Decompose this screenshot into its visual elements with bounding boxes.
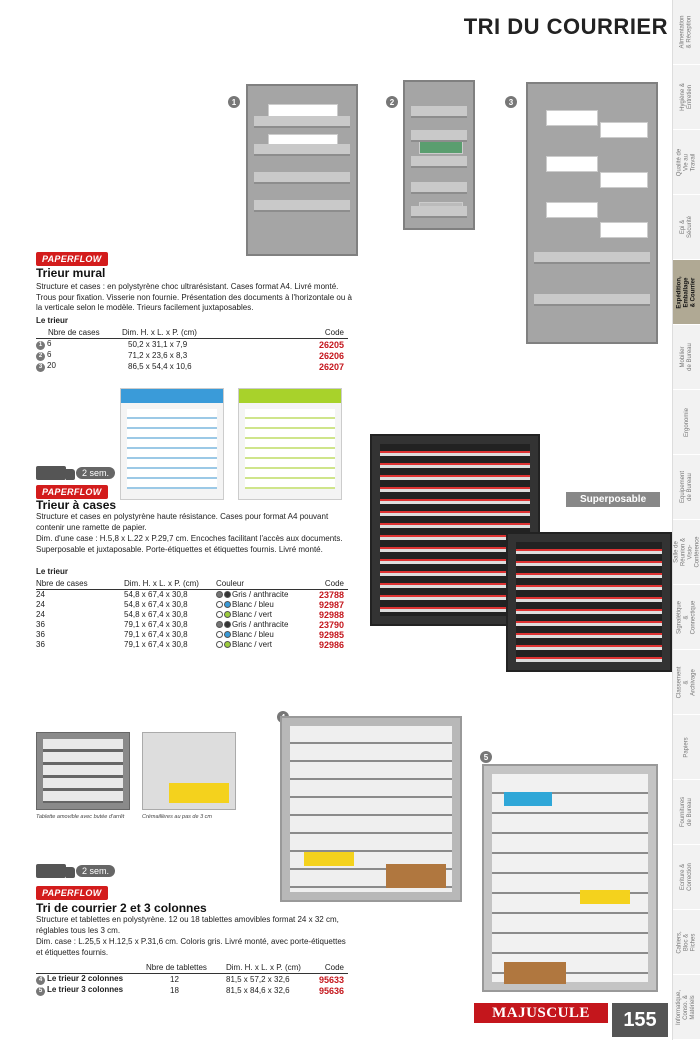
model-cell — [36, 985, 146, 996]
color-name: Gris / anthracite — [232, 590, 289, 599]
chapter-tab-label: Ergonomie — [683, 407, 690, 437]
chapter-tab-label: Hygiène & Entretien — [680, 83, 693, 111]
chapter-tab-label: Classement & Archivage — [676, 666, 697, 698]
mail-sorter-2-columns-image — [280, 716, 462, 902]
cases-cell: 36 — [36, 630, 45, 639]
color-cell — [216, 620, 312, 630]
table-row — [36, 640, 348, 650]
chapter-tab-label: Papiers — [683, 736, 690, 758]
sorter-white-blue-image — [120, 388, 224, 500]
chapter-tabs — [672, 0, 700, 1040]
truck-icon — [36, 864, 66, 878]
delivery-label: 2 sem. — [76, 865, 115, 877]
product-title: Tri de courrier 2 et 3 colonnes — [36, 901, 207, 915]
chapter-tab-label: Expédition, Emballage & Courrier — [676, 275, 697, 309]
col-header: Code — [312, 578, 348, 590]
dimensions-cell: 54,8 x 67,4 x 30,8 — [124, 610, 188, 619]
cases-value: 6 — [47, 350, 52, 359]
col-header: Dim. H. x L. x P. (cm) — [122, 327, 287, 339]
table-row — [36, 985, 348, 996]
dimensions-cell: 54,8 x 67,4 x 30,8 — [124, 590, 188, 599]
spec-table-mail-sorter — [36, 962, 348, 996]
chapter-tab[interactable] — [673, 910, 700, 975]
dimensions-cell: 81,5 x 57,2 x 32,6 — [226, 974, 290, 984]
row-badge: 4 — [36, 976, 45, 985]
product-badge: 5 — [480, 751, 492, 763]
chapter-tab-label: Cahiers, Bloc & Fiches — [676, 930, 697, 954]
model-name: Le trieur 3 colonnes — [47, 985, 124, 994]
delivery-label: 2 sem. — [76, 467, 115, 479]
paperflow-logo: PAPERFLOW — [36, 886, 108, 900]
image-caption: Crémaillères au pas de 3 cm — [142, 814, 213, 820]
chapter-tab[interactable] — [673, 65, 700, 130]
dimensions-cell: 86,5 x 54,4 x 10,6 — [128, 361, 192, 371]
product-code: 92987 — [318, 600, 344, 610]
chapter-tab-label: Salle de Réunion & Visio-Conférence — [673, 536, 700, 568]
color-name: Blanc / bleu — [232, 600, 274, 609]
row-badge: 5 — [36, 987, 45, 996]
table-row — [36, 339, 348, 351]
color-swatch-icon — [216, 621, 223, 628]
product-code: 26205 — [318, 339, 344, 350]
color-name: Blanc / vert — [232, 640, 273, 649]
wall-sorter-20-image — [526, 82, 658, 344]
product-code: 26206 — [318, 350, 344, 361]
chapter-tab[interactable] — [673, 715, 700, 780]
cases-cell: 24 — [36, 590, 45, 599]
color-swatch-icon — [216, 631, 223, 638]
spec-table-case-sorter — [36, 578, 348, 650]
col-header: Nbre de cases — [36, 578, 124, 590]
product-badge: 1 — [228, 96, 240, 108]
superposable-label: Superposable — [566, 492, 660, 507]
model-cell — [36, 974, 146, 986]
chapter-tab[interactable] — [673, 195, 700, 260]
chapter-tab[interactable] — [673, 520, 700, 585]
color-cell — [216, 590, 312, 601]
product-code: 92985 — [318, 630, 344, 640]
table-subheading: Le trieur — [36, 567, 69, 576]
product-description: Structure et tablettes en polystyrène. 12 ou 18 tablettes amovibles format 24 x 32 cm, réglables tous les 3 cm. — [36, 915, 339, 935]
chapter-tab-label: Equipement de Bureau — [680, 470, 693, 504]
col-header: Code — [315, 962, 348, 974]
cases-cell — [36, 361, 122, 372]
color-swatch-icon — [224, 601, 231, 608]
dimensions-cell: 79,1 x 67,4 x 30,8 — [124, 640, 188, 649]
product-code: 92986 — [318, 640, 344, 650]
col-header: Dim. H. x L. x P. (cm) — [226, 962, 315, 974]
removable-shelf-detail-image — [36, 732, 130, 810]
product-title: Trieur à cases — [36, 498, 117, 512]
shelves-cell: 12 — [170, 974, 179, 984]
chapter-tab-label: Ecriture & Correction — [680, 863, 693, 891]
table-row — [36, 620, 348, 630]
row-badge: 3 — [36, 363, 45, 372]
cases-value: 6 — [47, 339, 52, 348]
cases-cell: 36 — [36, 640, 45, 649]
chapter-tab[interactable] — [673, 325, 700, 390]
cases-cell — [36, 350, 122, 361]
cases-cell: 24 — [36, 600, 45, 609]
product-title: Trieur mural — [36, 266, 106, 280]
color-name: Gris / anthracite — [232, 620, 289, 629]
col-header: Code — [287, 327, 348, 339]
dimensions-cell: 79,1 x 67,4 x 30,8 — [124, 620, 188, 629]
paperflow-logo: PAPERFLOW — [36, 485, 108, 499]
col-header: Nbre de tablettes — [146, 962, 226, 974]
chapter-tab-label: Qualité de Vie au Travail — [676, 148, 697, 176]
rack-detail-image — [142, 732, 236, 810]
chapter-tab[interactable] — [673, 650, 700, 715]
color-cell — [216, 630, 312, 640]
wall-sorter-6-portrait-image — [403, 80, 475, 230]
model-name: Le trieur 2 colonnes — [47, 974, 124, 983]
color-swatch-icon — [224, 621, 231, 628]
page-title: TRI DU COURRIER — [463, 14, 668, 39]
table-row — [36, 974, 348, 986]
chapter-tab[interactable] — [673, 390, 700, 455]
product-description: Structure et cases en polystyrène haute résistance. Cases pour format A4 pouvant contenir une ramette de papier. — [36, 512, 329, 532]
mail-sorter-3-columns-image — [482, 764, 658, 992]
table-row — [36, 610, 348, 620]
chapter-tab[interactable] — [673, 975, 700, 1040]
wall-sorter-6-landscape-image — [246, 84, 358, 256]
page-number: 155 — [612, 1003, 668, 1037]
sorter-white-green-image — [238, 388, 342, 500]
chapter-tab-label: Informatique, Conso. & Matériels — [676, 989, 697, 1025]
table-row — [36, 630, 348, 640]
product-code: 23790 — [318, 620, 344, 630]
table-row — [36, 590, 348, 601]
col-header: Nbre de cases — [36, 327, 122, 339]
product-description: Dim. d'une case : H.5,8 x L.22 x P.29,7 cm. Encoches facilitant l'accès aux documents. Superposable et juxtaposable. Porte-étiquettes et étiquettes fournis. Livré monté. — [36, 534, 343, 554]
dimensions-cell: 81,5 x 84,6 x 32,6 — [226, 985, 290, 995]
dimensions-cell: 71,2 x 23,6 x 8,3 — [128, 350, 188, 360]
row-badge: 2 — [36, 352, 45, 361]
chapter-tab-label: Alimentation & Réception — [680, 15, 693, 49]
chapter-tab-label: Epi & Sécurité — [680, 216, 693, 239]
product-code: 95633 — [318, 974, 344, 985]
chapter-tab-label: Mobilier de Bureau — [680, 343, 693, 371]
truck-icon — [36, 466, 66, 480]
table-subheading: Le trieur — [36, 316, 69, 325]
chapter-tab[interactable] — [673, 585, 700, 650]
dimensions-cell: 50,2 x 31,1 x 7,9 — [128, 339, 188, 349]
cases-cell: 24 — [36, 610, 45, 619]
color-swatch-icon — [224, 641, 231, 648]
sorter-grey-anthracite-24-image — [506, 532, 672, 672]
color-cell — [216, 600, 312, 610]
cases-cell: 36 — [36, 620, 45, 629]
color-swatch-icon — [216, 601, 223, 608]
table-row — [36, 361, 348, 372]
product-code: 92988 — [318, 610, 344, 620]
chapter-tab[interactable] — [673, 130, 700, 195]
color-swatch-icon — [224, 591, 231, 598]
product-badge: 2 — [386, 96, 398, 108]
product-code: 23788 — [318, 590, 344, 600]
color-swatch-icon — [216, 611, 223, 618]
product-badge: 3 — [505, 96, 517, 108]
majuscule-logo: MAJUSCULE — [474, 1003, 608, 1023]
shelves-cell: 18 — [170, 985, 179, 995]
chapter-tab[interactable] — [673, 455, 700, 520]
chapter-tab-label: Fournitures de Bureau — [680, 796, 694, 828]
product-description: Dim. case : L.25,5 x H.12,5 x P.31,6 cm. Coloris gris. Livré monté, avec porte-étiquettes et étiquettes fournis. — [36, 937, 346, 957]
col-header: Dim. H. x L. x P. (cm) — [124, 578, 216, 590]
product-code: 95636 — [318, 985, 344, 996]
image-caption: Tablette amovible avec butée d'arrêt — [36, 814, 125, 820]
product-description: Structure et cases : en polystyrène choc ultrarésistant. Cases format A4. Livré monté. Trous pour fixation. Visserie non fournie. Présentation des documents à l'horizontale ou à la verticale selon le modèle. Trieurs facilement juxtaposables. — [36, 282, 352, 312]
color-cell — [216, 640, 312, 650]
delivery-time — [36, 864, 115, 878]
color-name: Blanc / vert — [232, 610, 273, 619]
dimensions-cell: 54,8 x 67,4 x 30,8 — [124, 600, 188, 609]
chapter-tab[interactable] — [673, 0, 700, 65]
col-header: Couleur — [216, 578, 312, 590]
product-code: 26207 — [318, 361, 344, 372]
col-header — [36, 962, 146, 974]
color-swatch-icon — [216, 591, 223, 598]
chapter-tab[interactable] — [673, 260, 700, 325]
color-name: Blanc / bleu — [232, 630, 274, 639]
delivery-time — [36, 466, 115, 480]
chapter-tab-label: Signalétique & Connectique — [676, 600, 697, 634]
cases-cell — [36, 339, 122, 351]
table-row — [36, 600, 348, 610]
color-swatch-icon — [224, 611, 231, 618]
color-swatch-icon — [216, 641, 223, 648]
spec-table-wall-sorter — [36, 327, 348, 372]
paperflow-logo: PAPERFLOW — [36, 252, 108, 266]
row-badge: 1 — [36, 341, 45, 350]
color-swatch-icon — [224, 631, 231, 638]
chapter-tab[interactable] — [673, 845, 700, 910]
cases-value: 20 — [47, 361, 56, 370]
color-cell — [216, 610, 312, 620]
dimensions-cell: 79,1 x 67,4 x 30,8 — [124, 630, 188, 639]
chapter-tab[interactable] — [673, 780, 700, 845]
table-row — [36, 350, 348, 361]
